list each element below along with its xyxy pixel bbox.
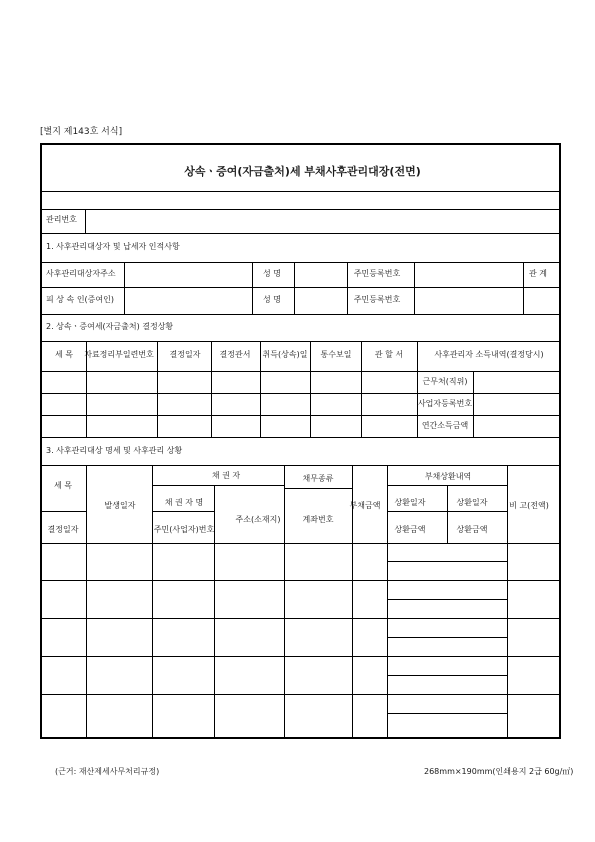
divider (42, 465, 559, 466)
s3-tax-item-label: 세 목 (54, 481, 72, 490)
s3-creditor-id-label: 주민(사업자)번호 (153, 525, 215, 534)
s2-header-decision-office: 결정관서 (219, 350, 251, 359)
divider (387, 599, 507, 600)
divider (42, 393, 559, 394)
divider (387, 465, 388, 737)
s3-decision-date-label: 결정일자 (47, 525, 79, 534)
s2-header-income-details: 사후관리자 소득내역(결정당시) (434, 350, 544, 359)
divider (42, 415, 559, 416)
section3-heading: 3. 사후관리대상 명세 및 사후관리 상황 (46, 446, 183, 455)
footer-paper-spec: 268mm×190mm(인쇄용지 2급 60g/㎡) (424, 767, 574, 776)
s3-address-label: 주소(소재지) (235, 515, 281, 524)
divider (152, 485, 284, 486)
divider (284, 465, 285, 737)
divider (42, 314, 559, 315)
s3-repayment-amount-1-label: 상환금액 (394, 525, 426, 534)
income-business-number-label: 사업자등록번호 (417, 399, 473, 408)
divider (157, 341, 158, 437)
subject-name-label: 성 명 (263, 269, 281, 278)
s3-occurrence-date-label: 발생일자 (104, 501, 136, 510)
s3-creditor-label: 채 권 자 (211, 471, 241, 480)
divider (211, 341, 212, 437)
s2-header-acquisition-date: 취득(상속)일 (262, 350, 308, 359)
divider (42, 287, 559, 288)
divider (294, 262, 295, 314)
s3-repayment-date-1-label: 상환일자 (394, 498, 426, 507)
s2-header-serial-number: 자료정리부일련번호 (84, 350, 154, 359)
divider (214, 485, 215, 737)
s3-debt-type-label: 채무종류 (302, 474, 334, 483)
s3-creditor-name-label: 채 권 자 명 (164, 498, 204, 507)
s2-header-notice-date: 통수보일 (320, 350, 352, 359)
s3-repayment-date-2-label: 상환일자 (456, 498, 488, 507)
divider (347, 262, 348, 314)
divider (42, 262, 559, 263)
divider (507, 465, 508, 737)
s2-header-decision-date: 결정일자 (169, 350, 201, 359)
decedent-name-label: 성 명 (263, 295, 281, 304)
divider (252, 262, 253, 314)
divider (85, 209, 86, 233)
divider (152, 465, 153, 737)
subject-address-label: 사후관리대상자주소 (46, 269, 116, 278)
s2-header-jurisdiction: 관 할 서 (374, 350, 404, 359)
income-annual-amount-label: 연간소득금액 (421, 421, 469, 430)
divider (523, 262, 524, 314)
divider (310, 341, 311, 437)
divider (42, 341, 559, 342)
s3-account-number-label: 계좌번호 (302, 515, 334, 524)
form-number-label: [별지 제143호 서식] (40, 127, 123, 137)
divider (42, 233, 559, 234)
divider (387, 637, 507, 638)
s2-header-tax-item: 세 목 (55, 350, 73, 359)
divider (387, 713, 507, 714)
divider (42, 580, 559, 581)
footer-basis: (근거: 재산제세사무처리규정) (55, 767, 160, 776)
divider (414, 262, 415, 314)
divider (42, 191, 559, 192)
form-title: 상속ㆍ증여(자금출처)세 부채사후관리대장(전면) (184, 165, 421, 178)
divider (361, 341, 362, 437)
divider (387, 561, 507, 562)
debt-management-ledger-form (40, 143, 561, 739)
divider (152, 511, 214, 512)
divider (42, 694, 559, 695)
income-workplace-label: 근무처(직위) (422, 377, 468, 386)
s3-remarks-label: 비 고(전액) (509, 501, 549, 510)
divider (387, 675, 507, 676)
s3-repayment-history-label: 부채상환내역 (424, 472, 472, 481)
relation-label: 관 계 (529, 269, 547, 278)
divider (42, 656, 559, 657)
s3-debt-amount-label: 부채금액 (349, 501, 381, 510)
management-number-label: 관리번호 (46, 215, 77, 224)
subject-rrn-label: 주민등록번호 (353, 269, 401, 278)
divider (284, 488, 352, 489)
section1-heading: 1. 사후관리대상자 및 납세자 인적사항 (46, 242, 180, 251)
divider (447, 485, 448, 543)
divider (260, 341, 261, 437)
decedent-label: 피 상 속 인(증여인) (46, 295, 114, 304)
divider (42, 437, 559, 438)
section2-heading: 2. 상속ㆍ증여세(자금출처) 결정상황 (46, 322, 174, 331)
divider (352, 465, 353, 737)
divider (86, 341, 87, 437)
divider (86, 465, 87, 737)
divider (42, 543, 559, 544)
divider (473, 371, 474, 437)
divider (42, 618, 559, 619)
decedent-rrn-label: 주민등록번호 (353, 295, 401, 304)
divider (42, 371, 559, 372)
divider (417, 341, 418, 437)
divider (42, 209, 559, 210)
s3-repayment-amount-2-label: 상환금액 (456, 525, 488, 534)
divider (124, 262, 125, 314)
divider (42, 511, 86, 512)
